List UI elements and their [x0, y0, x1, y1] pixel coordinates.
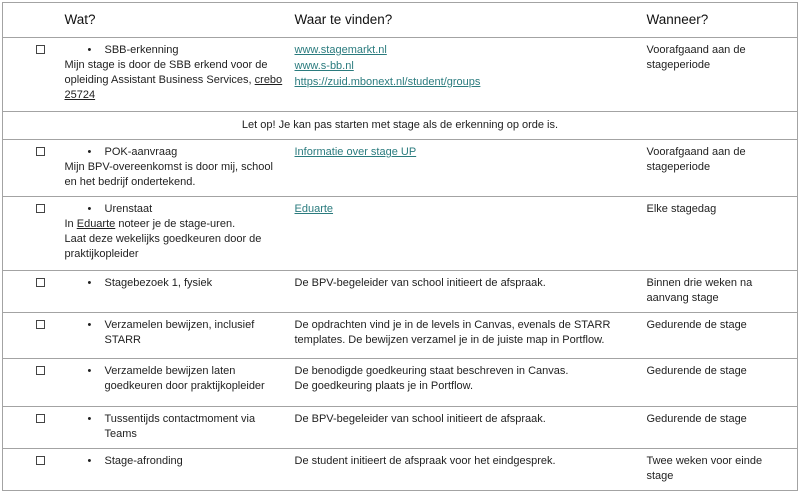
wat-cell — [65, 38, 295, 112]
checkbox[interactable] — [36, 414, 45, 423]
table-row — [3, 313, 798, 359]
item-title: Stage-afronding — [104, 455, 183, 467]
link-stagemarkt[interactable]: www.stagemarkt.nl — [294, 44, 387, 56]
item-description: Laat deze wekelijks goedkeuren door de praktijkopleider — [64, 233, 262, 260]
bullet-icon: • — [87, 319, 92, 331]
item-title: Tussentijds contactmoment via Teams — [104, 413, 256, 440]
bullet-icon: • — [87, 146, 92, 158]
bullet-icon: • — [87, 413, 92, 425]
column-header-waar: Waar te vinden? — [294, 12, 393, 27]
header-row — [3, 3, 798, 38]
wanneer-cell: Twee weken voor einde stage — [646, 455, 763, 482]
bullet-icon: • — [87, 277, 92, 289]
item-description: In Eduarte noteer je de stage-uren. — [64, 218, 236, 230]
checkbox[interactable] — [36, 45, 45, 54]
wanneer-cell: Gedurende de stage — [646, 413, 747, 425]
column-header-checkbox — [3, 3, 65, 38]
table-row — [3, 197, 798, 271]
checkbox[interactable] — [36, 456, 45, 465]
wat-cell — [65, 449, 295, 491]
link-eduarte[interactable]: Eduarte — [294, 203, 334, 215]
wat-cell — [65, 271, 295, 313]
waar-cell: De opdrachten vind je in de levels in Canvas, evenals de STARR templates. De bewijzen verzamel je in de juiste map in Portflow. — [294, 319, 611, 346]
checkbox[interactable] — [36, 204, 45, 213]
item-description: Mijn BPV-overeenkomst is door mij, school en het bedrijf ondertekend. — [64, 161, 273, 188]
wat-cell — [65, 407, 295, 449]
table-row — [3, 140, 798, 197]
bullet-icon: • — [87, 365, 92, 377]
table-row — [3, 407, 798, 449]
wanneer-cell: Gedurende de stage — [646, 365, 747, 377]
link-sbb[interactable]: www.s-bb.nl — [294, 60, 354, 72]
table-row — [3, 271, 798, 313]
waar-cell: De BPV-begeleider van school initieert de afspraak. — [294, 413, 546, 425]
link-informatie-stage-up[interactable]: Informatie over stage UP — [294, 146, 417, 158]
item-title: Verzamelde bewijzen laten goedkeuren door praktijkopleider — [104, 365, 265, 392]
wat-cell — [65, 197, 295, 271]
item-title: Verzamelen bewijzen, inclusief STARR — [104, 319, 255, 346]
bullet-icon: • — [87, 455, 92, 467]
item-title: POK-aanvraag — [104, 146, 178, 158]
wanneer-cell: Gedurende de stage — [646, 319, 747, 331]
bullet-icon: • — [87, 203, 92, 215]
waar-cell — [295, 38, 647, 112]
checkbox[interactable] — [36, 320, 45, 329]
waar-cell: De BPV-begeleider van school initieert de afspraak. — [294, 277, 546, 289]
wanneer-cell: Voorafgaand aan de stageperiode — [646, 44, 746, 71]
stage-checklist-table — [2, 2, 798, 491]
table-row — [3, 38, 798, 112]
wat-cell — [65, 313, 295, 359]
column-header-wat: Wat? — [64, 12, 96, 27]
notice-row — [3, 112, 798, 140]
item-title: Urenstaat — [104, 203, 153, 215]
item-title: SBB-erkenning — [104, 44, 179, 56]
wanneer-cell: Binnen drie weken na aanvang stage — [646, 277, 753, 304]
wat-cell — [65, 140, 295, 197]
wanneer-cell: Voorafgaand aan de stageperiode — [646, 146, 746, 173]
link-mbonext-groups[interactable]: https://zuid.mbonext.nl/student/groups — [294, 76, 481, 88]
wanneer-cell: Elke stagedag — [646, 203, 717, 215]
waar-cell — [295, 197, 647, 271]
wat-cell — [65, 359, 295, 407]
column-header-wanneer: Wanneer? — [646, 12, 709, 27]
notice-text: Let op! Je kan pas starten met stage als de erkenning op orde is. — [241, 119, 559, 131]
item-title: Stagebezoek 1, fysiek — [104, 277, 213, 289]
eduarte-word: Eduarte — [76, 218, 116, 230]
checkbox[interactable] — [36, 147, 45, 156]
item-description: Mijn stage is door de SBB erkend voor de opleiding Assistant Business Services, crebo 25724 — [64, 59, 283, 101]
bullet-icon: • — [87, 44, 92, 56]
waar-cell: De student initieert de afspraak voor het eindgesprek. — [294, 455, 556, 467]
checkbox[interactable] — [36, 278, 45, 287]
waar-cell: De benodigde goedkeuring staat beschreven in Canvas. De goedkeuring plaats je in Portflow. — [294, 365, 569, 392]
crebo-number: crebo 25724 — [64, 74, 283, 101]
table-row — [3, 359, 798, 407]
table-row — [3, 449, 798, 491]
checkbox[interactable] — [36, 366, 45, 375]
waar-cell — [295, 140, 647, 197]
